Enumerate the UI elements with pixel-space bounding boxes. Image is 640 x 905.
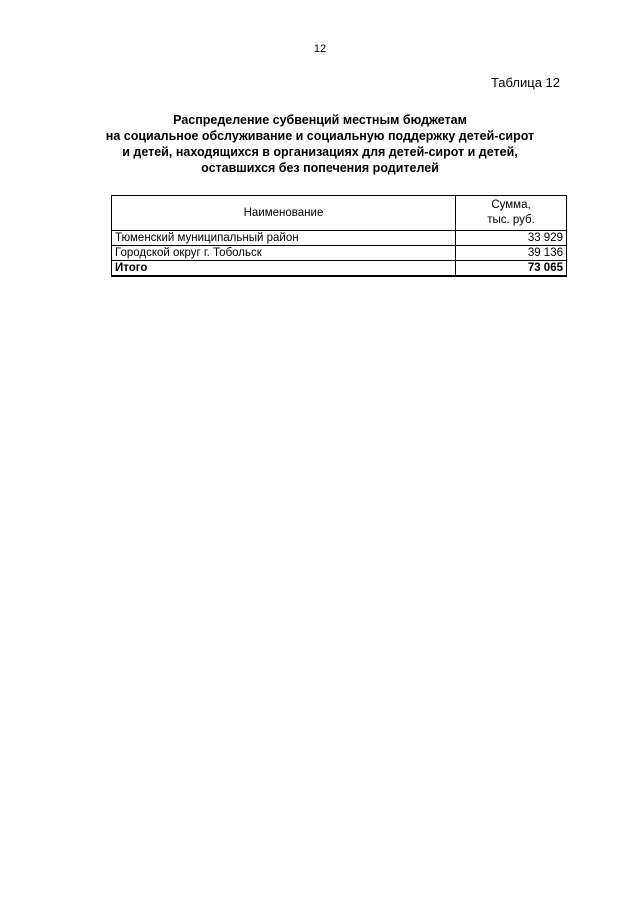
header-sum-cell [456, 196, 567, 231]
document-title [0, 112, 640, 176]
row-value-cell: 33 929 [456, 231, 567, 246]
header-sum-line2: тыс. руб. [487, 214, 535, 226]
header-name-cell: Наименование [112, 196, 456, 231]
row-name-cell: Городской округ г. Тобольск [112, 246, 456, 261]
total-value-cell: 73 065 [456, 261, 567, 277]
subvention-table [111, 195, 567, 277]
title-line: на социальное обслуживание и социальную поддержку детей-сирот [105, 129, 535, 143]
table-header-row [112, 196, 567, 231]
title-line: и детей, находящихся в организациях для детей-сирот и детей, [122, 145, 518, 159]
table-label: Таблица 12 [490, 75, 560, 90]
row-value-cell: 39 136 [456, 246, 567, 261]
page-number: 12 [313, 43, 327, 55]
table-row [112, 246, 567, 261]
title-line: оставшихся без попечения родителей [201, 161, 439, 175]
title-line: Распределение субвенций местным бюджетам [173, 113, 467, 127]
total-name-cell: Итого [112, 261, 456, 277]
table-total-row [112, 261, 567, 277]
table-row [112, 231, 567, 246]
header-sum-line1: Сумма, [491, 199, 531, 211]
row-name-cell: Тюменский муниципальный район [112, 231, 456, 246]
